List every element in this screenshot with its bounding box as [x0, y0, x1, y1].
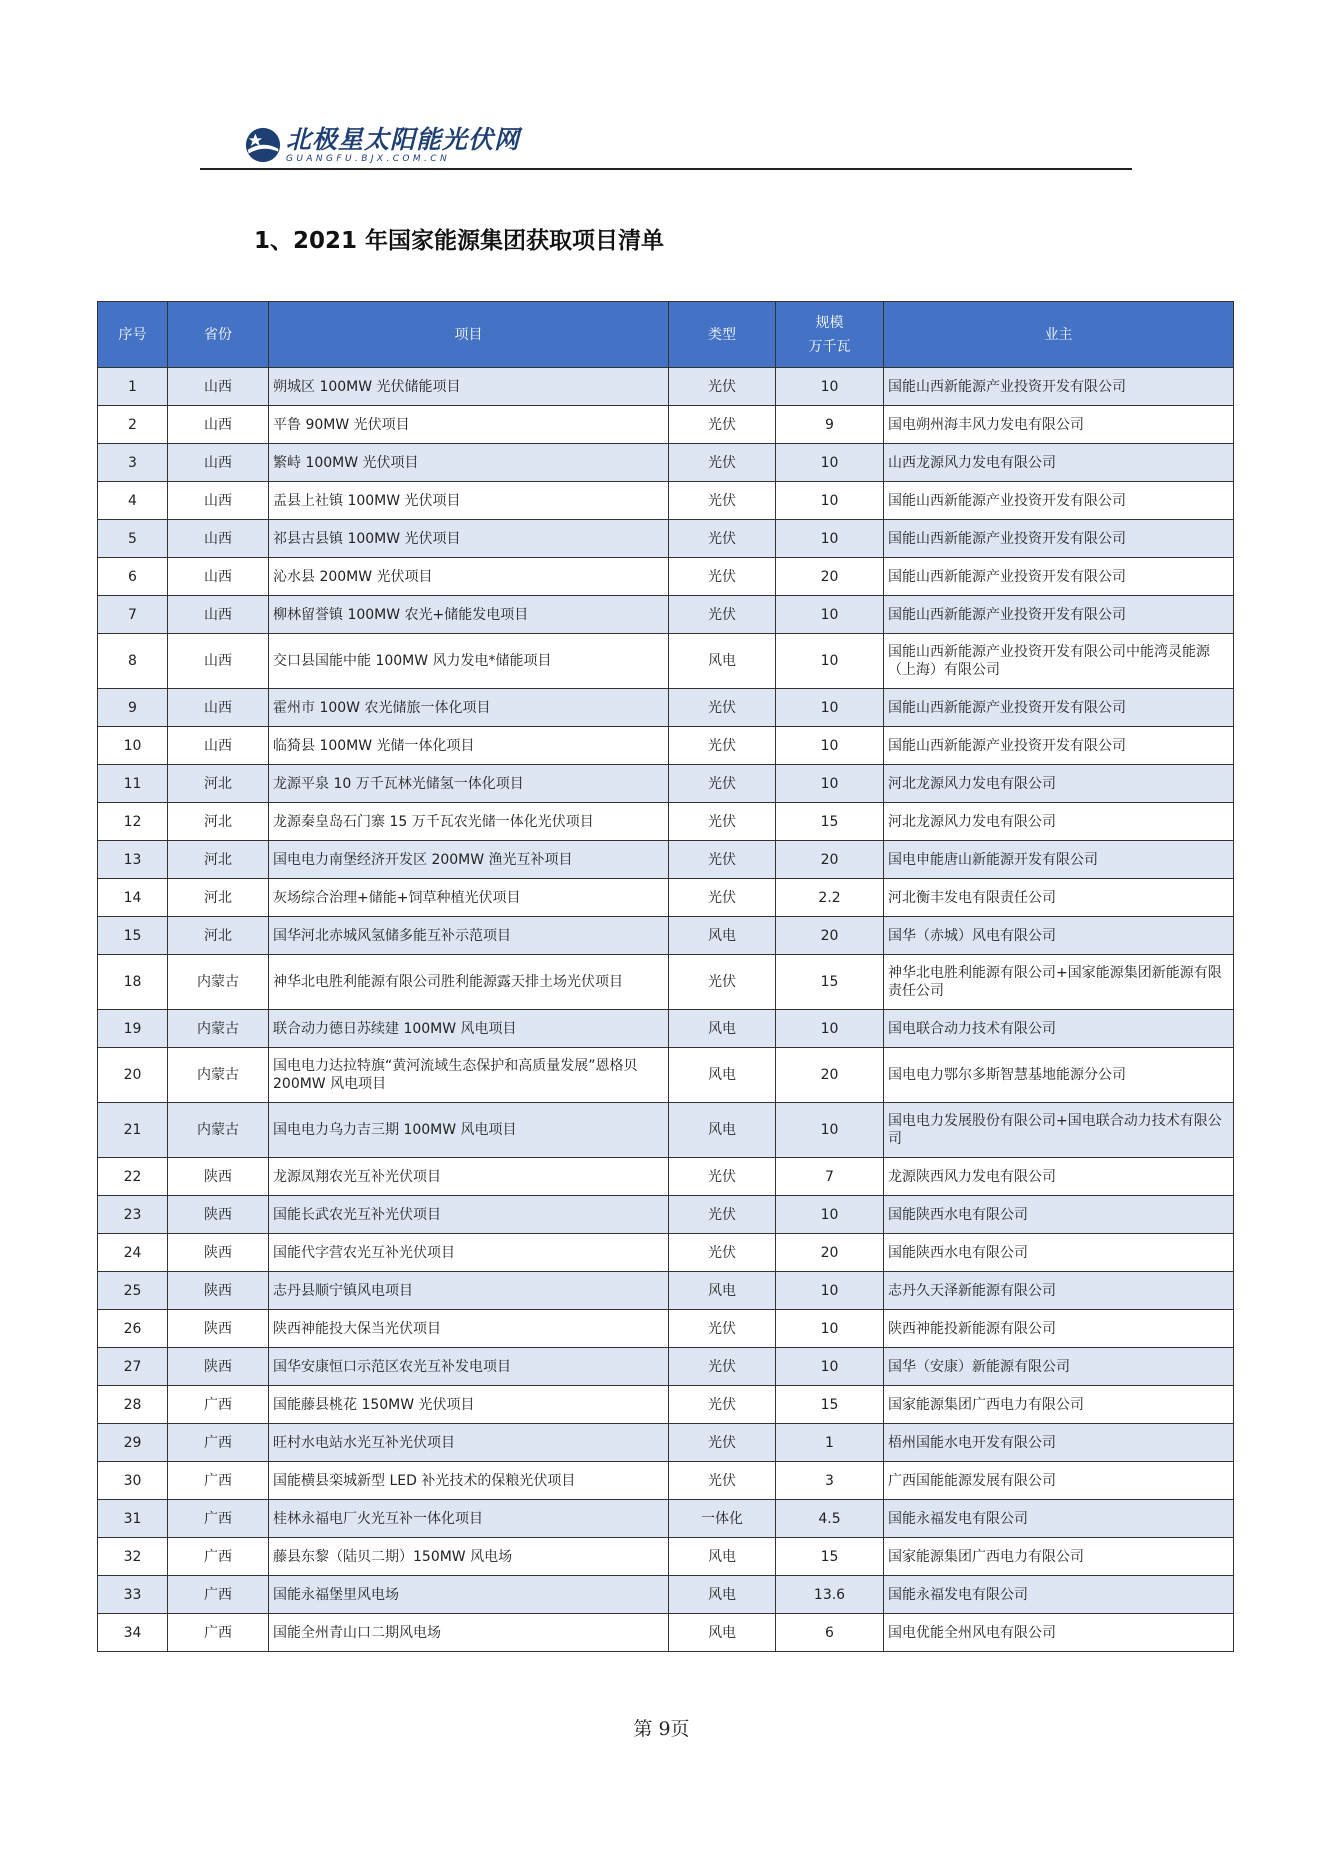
cell-type: 光伏	[669, 482, 776, 520]
cell-project: 神华北电胜利能源有限公司胜利能源露天排土场光伏项目	[269, 955, 669, 1010]
section-title: 1、2021 年国家能源集团获取项目清单	[254, 228, 665, 254]
cell-owner: 河北龙源风力发电有限公司	[884, 765, 1234, 803]
cell-no: 26	[98, 1310, 168, 1348]
cell-province: 山西	[168, 727, 269, 765]
cell-project: 藤县东黎（陆贝二期）150MW 风电场	[269, 1538, 669, 1576]
cell-province: 山西	[168, 596, 269, 634]
cell-type: 风电	[669, 1576, 776, 1614]
cell-owner: 山西龙源风力发电有限公司	[884, 444, 1234, 482]
cell-type: 风电	[669, 1538, 776, 1576]
cell-no: 33	[98, 1576, 168, 1614]
table-row	[98, 1614, 1234, 1652]
cell-no: 8	[98, 634, 168, 689]
cell-province: 河北	[168, 841, 269, 879]
table-row	[98, 1348, 1234, 1386]
cell-owner: 国电电力发展股份有限公司+国电联合动力技术有限公司	[884, 1103, 1234, 1158]
table-row	[98, 1386, 1234, 1424]
cell-province: 内蒙古	[168, 1010, 269, 1048]
cell-owner: 国能山西新能源产业投资开发有限公司中能湾灵能源（上海）有限公司	[884, 634, 1234, 689]
cell-owner: 国能山西新能源产业投资开发有限公司	[884, 368, 1234, 406]
cell-scale: 3	[776, 1462, 884, 1500]
cell-project: 国电电力乌力吉三期 100MW 风电项目	[269, 1103, 669, 1158]
table-row	[98, 1538, 1234, 1576]
cell-project: 国华安康恒口示范区农光互补发电项目	[269, 1348, 669, 1386]
cell-no: 5	[98, 520, 168, 558]
cell-scale: 15	[776, 955, 884, 1010]
cell-project: 龙源秦皇岛石门寨 15 万千瓦农光储一体化光伏项目	[269, 803, 669, 841]
cell-scale: 10	[776, 1196, 884, 1234]
cell-scale: 4.5	[776, 1500, 884, 1538]
cell-owner: 国能山西新能源产业投资开发有限公司	[884, 520, 1234, 558]
column-header-no: 序号	[98, 302, 168, 368]
cell-no: 32	[98, 1538, 168, 1576]
cell-no: 24	[98, 1234, 168, 1272]
cell-scale: 10	[776, 1272, 884, 1310]
table-header-row	[98, 302, 1234, 368]
project-list-table	[97, 301, 1234, 1652]
cell-no: 9	[98, 689, 168, 727]
cell-owner: 国华（安康）新能源有限公司	[884, 1348, 1234, 1386]
cell-no: 7	[98, 596, 168, 634]
cell-project: 国能全州青山口二期风电场	[269, 1614, 669, 1652]
logo-name: 北极星太阳能光伏网	[286, 124, 521, 154]
column-header-project: 项目	[269, 302, 669, 368]
cell-province: 陕西	[168, 1234, 269, 1272]
cell-project: 临猗县 100MW 光储一体化项目	[269, 727, 669, 765]
cell-type: 光伏	[669, 1424, 776, 1462]
cell-owner: 国能山西新能源产业投资开发有限公司	[884, 727, 1234, 765]
cell-scale: 10	[776, 727, 884, 765]
cell-province: 广西	[168, 1386, 269, 1424]
cell-no: 14	[98, 879, 168, 917]
cell-owner: 广西国能能源发展有限公司	[884, 1462, 1234, 1500]
cell-scale: 10	[776, 1010, 884, 1048]
cell-type: 风电	[669, 1103, 776, 1158]
cell-owner: 神华北电胜利能源有限公司+国家能源集团新能源有限责任公司	[884, 955, 1234, 1010]
cell-type: 光伏	[669, 406, 776, 444]
table-row	[98, 1500, 1234, 1538]
cell-scale: 20	[776, 1048, 884, 1103]
cell-type: 光伏	[669, 1234, 776, 1272]
cell-no: 23	[98, 1196, 168, 1234]
cell-project: 国能横县栾城新型 LED 补光技术的保粮光伏项目	[269, 1462, 669, 1500]
cell-province: 内蒙古	[168, 1048, 269, 1103]
table-row	[98, 727, 1234, 765]
cell-no: 15	[98, 917, 168, 955]
page-header	[200, 118, 1132, 174]
cell-owner: 陕西神能投新能源有限公司	[884, 1310, 1234, 1348]
cell-scale: 15	[776, 803, 884, 841]
cell-project: 旺村水电站水光互补光伏项目	[269, 1424, 669, 1462]
table-row	[98, 444, 1234, 482]
cell-no: 31	[98, 1500, 168, 1538]
cell-no: 13	[98, 841, 168, 879]
cell-scale: 20	[776, 841, 884, 879]
cell-no: 29	[98, 1424, 168, 1462]
cell-type: 光伏	[669, 1386, 776, 1424]
cell-project: 祁县古县镇 100MW 光伏项目	[269, 520, 669, 558]
cell-province: 山西	[168, 482, 269, 520]
cell-project: 盂县上社镇 100MW 光伏项目	[269, 482, 669, 520]
table-row	[98, 765, 1234, 803]
cell-type: 光伏	[669, 689, 776, 727]
cell-type: 光伏	[669, 558, 776, 596]
cell-province: 陕西	[168, 1272, 269, 1310]
cell-owner: 国能陕西水电有限公司	[884, 1196, 1234, 1234]
cell-type: 光伏	[669, 727, 776, 765]
cell-scale: 20	[776, 917, 884, 955]
cell-no: 18	[98, 955, 168, 1010]
cell-scale: 15	[776, 1386, 884, 1424]
cell-province: 内蒙古	[168, 1103, 269, 1158]
cell-scale: 10	[776, 1103, 884, 1158]
cell-scale: 20	[776, 558, 884, 596]
star-globe-logo-icon	[244, 126, 282, 164]
cell-owner: 梧州国能水电开发有限公司	[884, 1424, 1234, 1462]
cell-province: 山西	[168, 558, 269, 596]
cell-no: 4	[98, 482, 168, 520]
cell-type: 光伏	[669, 520, 776, 558]
table-row	[98, 1272, 1234, 1310]
cell-project: 桂林永福电厂火光互补一体化项目	[269, 1500, 669, 1538]
cell-scale: 20	[776, 1234, 884, 1272]
table-row	[98, 634, 1234, 689]
cell-project: 龙源凤翔农光互补光伏项目	[269, 1158, 669, 1196]
cell-type: 风电	[669, 1614, 776, 1652]
table-row	[98, 1196, 1234, 1234]
cell-province: 内蒙古	[168, 955, 269, 1010]
cell-scale: 1	[776, 1424, 884, 1462]
cell-type: 光伏	[669, 368, 776, 406]
table-row	[98, 879, 1234, 917]
logo-url: GUANGFU.BJX.COM.CN	[286, 153, 451, 164]
cell-no: 22	[98, 1158, 168, 1196]
cell-no: 25	[98, 1272, 168, 1310]
table-row	[98, 1576, 1234, 1614]
column-header-province: 省份	[168, 302, 269, 368]
cell-type: 风电	[669, 634, 776, 689]
cell-type: 光伏	[669, 1158, 776, 1196]
cell-project: 国能代字营农光互补光伏项目	[269, 1234, 669, 1272]
cell-project: 繁峙 100MW 光伏项目	[269, 444, 669, 482]
cell-no: 3	[98, 444, 168, 482]
table-row	[98, 596, 1234, 634]
cell-project: 沁水县 200MW 光伏项目	[269, 558, 669, 596]
cell-scale: 10	[776, 1310, 884, 1348]
cell-province: 陕西	[168, 1348, 269, 1386]
cell-owner: 龙源陕西风力发电有限公司	[884, 1158, 1234, 1196]
cell-no: 30	[98, 1462, 168, 1500]
cell-type: 光伏	[669, 596, 776, 634]
cell-project: 国能永福堡里风电场	[269, 1576, 669, 1614]
cell-no: 11	[98, 765, 168, 803]
cell-no: 34	[98, 1614, 168, 1652]
cell-scale: 10	[776, 765, 884, 803]
cell-project: 灰场综合治理+储能+饲草种植光伏项目	[269, 879, 669, 917]
cell-project: 陕西神能投大保当光伏项目	[269, 1310, 669, 1348]
table-row	[98, 1234, 1234, 1272]
cell-no: 6	[98, 558, 168, 596]
cell-project: 朔城区 100MW 光伏储能项目	[269, 368, 669, 406]
table-row	[98, 482, 1234, 520]
cell-scale: 2.2	[776, 879, 884, 917]
cell-owner: 国家能源集团广西电力有限公司	[884, 1386, 1234, 1424]
table-row	[98, 689, 1234, 727]
cell-no: 19	[98, 1010, 168, 1048]
cell-province: 山西	[168, 406, 269, 444]
cell-project: 国能藤县桃花 150MW 光伏项目	[269, 1386, 669, 1424]
cell-province: 山西	[168, 444, 269, 482]
cell-project: 柳林留誉镇 100MW 农光+储能发电项目	[269, 596, 669, 634]
cell-owner: 国电联合动力技术有限公司	[884, 1010, 1234, 1048]
cell-scale: 15	[776, 1538, 884, 1576]
cell-province: 山西	[168, 689, 269, 727]
cell-no: 28	[98, 1386, 168, 1424]
column-header-scale-label: 规模	[815, 314, 844, 331]
cell-province: 广西	[168, 1462, 269, 1500]
page-number: 第 9页	[633, 1718, 690, 1740]
table-row	[98, 1310, 1234, 1348]
cell-project: 国电电力南堡经济开发区 200MW 渔光互补项目	[269, 841, 669, 879]
cell-province: 陕西	[168, 1196, 269, 1234]
cell-owner: 国能山西新能源产业投资开发有限公司	[884, 596, 1234, 634]
cell-scale: 10	[776, 368, 884, 406]
cell-type: 光伏	[669, 1348, 776, 1386]
cell-owner: 国能永福发电有限公司	[884, 1576, 1234, 1614]
cell-scale: 10	[776, 482, 884, 520]
table-row	[98, 955, 1234, 1010]
cell-province: 山西	[168, 368, 269, 406]
cell-type: 风电	[669, 1272, 776, 1310]
cell-type: 风电	[669, 1048, 776, 1103]
cell-province: 广西	[168, 1576, 269, 1614]
cell-type: 风电	[669, 1010, 776, 1048]
cell-no: 12	[98, 803, 168, 841]
table-row	[98, 406, 1234, 444]
cell-no: 1	[98, 368, 168, 406]
table-row	[98, 558, 1234, 596]
cell-province: 河北	[168, 917, 269, 955]
cell-owner: 国电优能全州风电有限公司	[884, 1614, 1234, 1652]
cell-type: 光伏	[669, 841, 776, 879]
cell-province: 广西	[168, 1424, 269, 1462]
table-row	[98, 1462, 1234, 1500]
cell-owner: 国能陕西水电有限公司	[884, 1234, 1234, 1272]
table-row	[98, 368, 1234, 406]
cell-scale: 13.6	[776, 1576, 884, 1614]
cell-owner: 河北衡丰发电有限责任公司	[884, 879, 1234, 917]
cell-no: 21	[98, 1103, 168, 1158]
cell-no: 20	[98, 1048, 168, 1103]
cell-no: 27	[98, 1348, 168, 1386]
header-divider	[200, 168, 1132, 170]
cell-project: 国能长武农光互补光伏项目	[269, 1196, 669, 1234]
cell-owner: 国电申能唐山新能源开发有限公司	[884, 841, 1234, 879]
cell-province: 广西	[168, 1500, 269, 1538]
table-row	[98, 1048, 1234, 1103]
cell-scale: 10	[776, 1348, 884, 1386]
table-row	[98, 1424, 1234, 1462]
cell-type: 光伏	[669, 955, 776, 1010]
cell-scale: 6	[776, 1614, 884, 1652]
cell-project: 联合动力德日苏续建 100MW 风电项目	[269, 1010, 669, 1048]
cell-province: 山西	[168, 634, 269, 689]
cell-owner: 国家能源集团广西电力有限公司	[884, 1538, 1234, 1576]
table-row	[98, 520, 1234, 558]
cell-owner: 国电朔州海丰风力发电有限公司	[884, 406, 1234, 444]
column-header-type: 类型	[669, 302, 776, 368]
cell-type: 光伏	[669, 444, 776, 482]
table-row	[98, 803, 1234, 841]
cell-scale: 10	[776, 520, 884, 558]
column-header-scale-unit: 万千瓦	[808, 338, 851, 355]
cell-no: 10	[98, 727, 168, 765]
cell-province: 河北	[168, 765, 269, 803]
cell-type: 光伏	[669, 879, 776, 917]
cell-project: 志丹县顺宁镇风电项目	[269, 1272, 669, 1310]
cell-owner: 国能永福发电有限公司	[884, 1500, 1234, 1538]
cell-type: 光伏	[669, 1310, 776, 1348]
cell-project: 国华河北赤城风氢储多能互补示范项目	[269, 917, 669, 955]
cell-scale: 10	[776, 634, 884, 689]
cell-owner: 志丹久天泽新能源有限公司	[884, 1272, 1234, 1310]
cell-owner: 国能山西新能源产业投资开发有限公司	[884, 482, 1234, 520]
cell-type: 光伏	[669, 1196, 776, 1234]
cell-province: 河北	[168, 879, 269, 917]
cell-type: 一体化	[669, 1500, 776, 1538]
cell-province: 山西	[168, 520, 269, 558]
cell-owner: 河北龙源风力发电有限公司	[884, 803, 1234, 841]
table-row	[98, 1158, 1234, 1196]
cell-province: 陕西	[168, 1158, 269, 1196]
cell-scale: 9	[776, 406, 884, 444]
cell-owner: 国能山西新能源产业投资开发有限公司	[884, 558, 1234, 596]
cell-no: 2	[98, 406, 168, 444]
cell-project: 霍州市 100W 农光储旅一体化项目	[269, 689, 669, 727]
cell-project: 龙源平泉 10 万千瓦林光储氢一体化项目	[269, 765, 669, 803]
cell-type: 光伏	[669, 803, 776, 841]
column-header-owner: 业主	[884, 302, 1234, 368]
cell-province: 广西	[168, 1614, 269, 1652]
table-body	[98, 368, 1234, 1652]
cell-project: 交口县国能中能 100MW 风力发电*储能项目	[269, 634, 669, 689]
cell-owner: 国能山西新能源产业投资开发有限公司	[884, 689, 1234, 727]
column-header-scale	[776, 302, 884, 368]
cell-province: 河北	[168, 803, 269, 841]
table-row	[98, 917, 1234, 955]
cell-scale: 10	[776, 689, 884, 727]
cell-owner: 国华（赤城）风电有限公司	[884, 917, 1234, 955]
cell-province: 广西	[168, 1538, 269, 1576]
cell-type: 风电	[669, 917, 776, 955]
cell-scale: 10	[776, 444, 884, 482]
cell-scale: 7	[776, 1158, 884, 1196]
cell-province: 陕西	[168, 1310, 269, 1348]
table-row	[98, 841, 1234, 879]
cell-project: 平鲁 90MW 光伏项目	[269, 406, 669, 444]
cell-project: 国电电力达拉特旗“黄河流域生态保护和高质量发展”恩格贝 200MW 风电项目	[269, 1048, 669, 1103]
cell-type: 光伏	[669, 765, 776, 803]
cell-scale: 10	[776, 596, 884, 634]
cell-type: 光伏	[669, 1462, 776, 1500]
table-row	[98, 1103, 1234, 1158]
site-logo[interactable]	[244, 126, 520, 164]
cell-owner: 国电电力鄂尔多斯智慧基地能源分公司	[884, 1048, 1234, 1103]
table-row	[98, 1010, 1234, 1048]
